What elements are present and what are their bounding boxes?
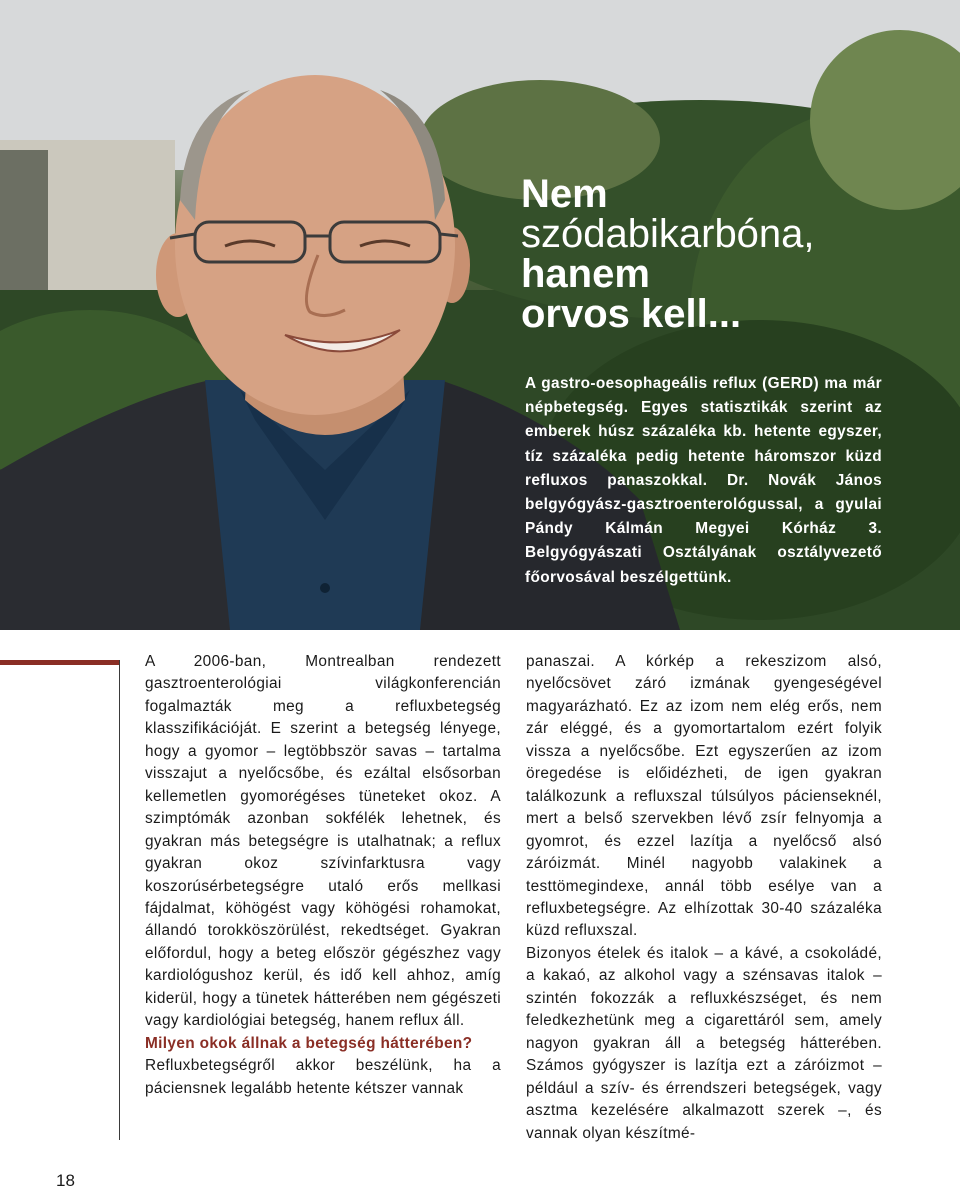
title-line-2: szódabikarbóna, [521,212,815,256]
body-paragraph: panaszai. A kórkép a rekeszizom alsó, nyelőcsövet záró izmának gyengeségével magyarázható. Ez az izom nem elég erős, nem zár eléggé, és a gyomortartalom ezért folyik vissza a nyelőcsőbe. Ezt egyszerűen az izom öregedése is előidézheti, de igen gyakran találkozunk a refluxszal túlsúlyos pácienseknél, mert a belső szervekben lévő zsír felnyomja a gyomrot, és ezzel lazítja a nyelőcső alsó záróizmát. Minél nagyobb valakinek a testtömegindexe, annál több esélye van a refluxbetegségre. Az elhízottak 30-40 százaléka küzd refluxszal. [526,653,882,940]
interview-question: Milyen okok állnak a betegség hátterében? [145,1034,473,1052]
body-column-left [145,651,501,1100]
column-divider [119,660,120,1140]
glasses-temple-right [440,234,458,236]
page-number: 18 [56,1171,75,1190]
body-column-right [526,651,882,1145]
body-paragraph: A 2006-ban, Montrealban rendezett gasztroenterológiai világkonferencián fogalmazták meg a refluxbetegség klasszifikációját. E szerint a betegség lényege, hogy a gyomor – legtöbbször savas – tartalma visszajut a nyelőcsőbe, és ezáltal elsősorban kellemetlen gyomorégéses tüneteket okoz. A szimptómák azonban sokfélék lehetnek, és gyakran más betegségre is utalhatnak; a reflux gyakran okoz szívinfarktusra vagy koszorúsérbetegségre utaló erős mellkasi fájdalmat, köhögést vagy köhögési rohamokat, állandó torokköszörülést, rekedtséget. Gyakran előfordul, hogy a beteg először gégészhez vagy kardiológushoz kerül, és idő kell ahhoz, amíg kiderül, hogy a tünetek hátterében nem gégészeti vagy kardiológiai betegség, hanem reflux áll. [145,653,501,1030]
article-title [521,174,941,334]
body-paragraph: Bizonyos ételek és italok – a kávé, a csokoládé, a kakaó, az alkohol vagy a szénsavas italok – szintén fokozzák a refluxkészséget, és nem feledkezhetünk meg a cigarettáról sem, amely nagyon gyakran áll a betegség hátterében. Számos gyógyszer is lazítja ezt a záróizmot – például a szív- és érrendszeri betegségek, vagy asztma kezelésére alkalmazott szerek –, és vannak olyan készítmé- [526,944,882,1142]
accent-rule [0,660,120,665]
title-line-4: orvos kell... [521,292,742,336]
lead-paragraph: A gastro-oesophageális reflux (GERD) ma már népbetegség. Egyes statisztikák szerint az emberek húsz százaléka kb. hetente egyszer, tíz százaléka pedig hetente háromszor küzd refluxos panaszokkal. Dr. Novák János belgyógyász-gasztroenterológussal, a gyulai Pándy Kálmán Megyei Kórház 3. Belgyógyászati Osztályának osztályvezető főorvosával beszélgettünk. [525,375,882,586]
title-line-1: Nem [521,172,608,216]
title-line-3: hanem [521,252,650,296]
body-paragraph: Refluxbetegségről akkor beszélünk, ha a páciensnek legalább hetente kétszer vannak [145,1057,501,1097]
shirt-button [320,583,330,593]
